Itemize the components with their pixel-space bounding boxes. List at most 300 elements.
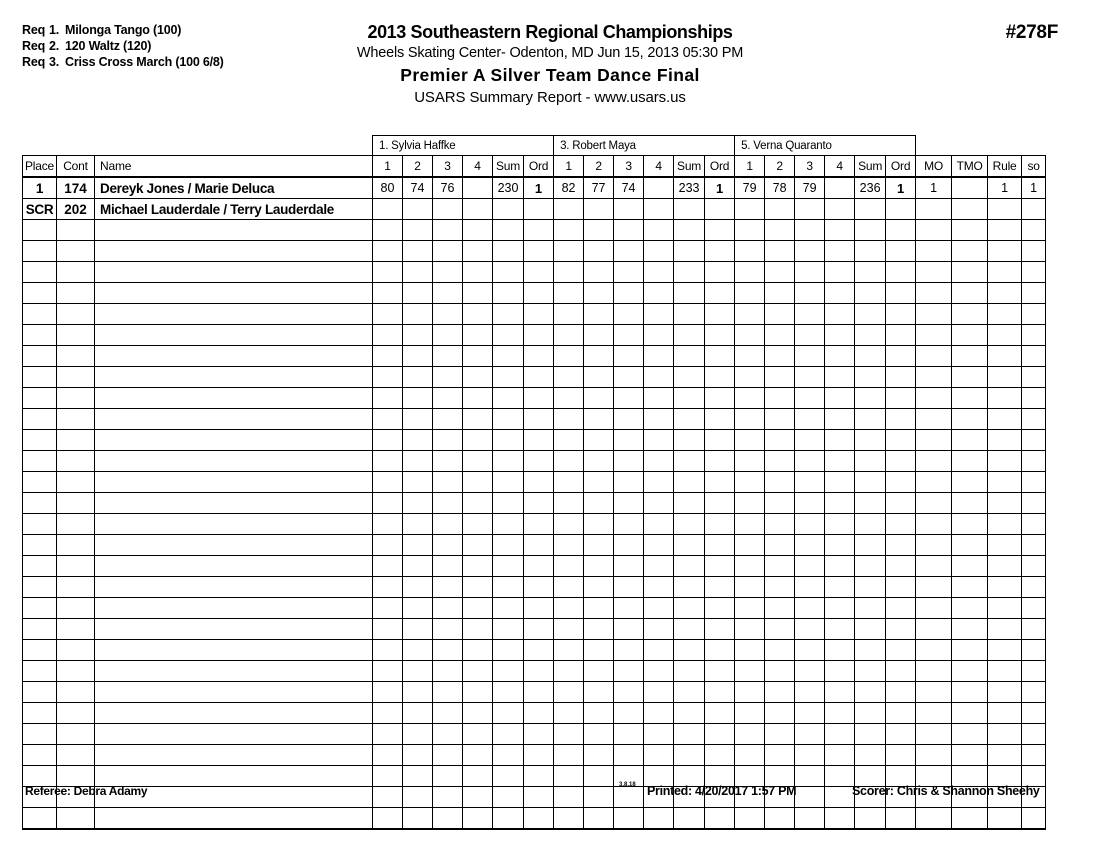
cell-j3-sum bbox=[855, 220, 886, 241]
cell-j2-ord bbox=[705, 451, 735, 472]
cell-mo bbox=[916, 409, 952, 430]
cell-tmo bbox=[952, 514, 988, 535]
cell-j3-score-1 bbox=[735, 409, 765, 430]
cell-j2-score-4 bbox=[644, 619, 674, 640]
cell-name bbox=[95, 682, 373, 703]
cell-j2-score-2 bbox=[584, 535, 614, 556]
cell-j2-score-1: 82 bbox=[554, 177, 584, 199]
cell-rule bbox=[988, 682, 1022, 703]
cell-j3-score-3 bbox=[795, 430, 825, 451]
cell-j1-score-3 bbox=[433, 304, 463, 325]
cell-j2-sum bbox=[674, 514, 705, 535]
cell-j3-score-3 bbox=[795, 619, 825, 640]
cell-j2-score-3: 74 bbox=[614, 177, 644, 199]
cell-so bbox=[1022, 367, 1046, 388]
cell-j3-score-3 bbox=[795, 535, 825, 556]
cell-j3-score-2 bbox=[765, 598, 795, 619]
cell-j1-score-1 bbox=[373, 283, 403, 304]
cell-j1-score-1 bbox=[373, 682, 403, 703]
cell-j2-score-3 bbox=[614, 304, 644, 325]
cell-j2-score-4 bbox=[644, 388, 674, 409]
cell-j1-score-2 bbox=[403, 241, 433, 262]
cell-j1-score-4 bbox=[463, 556, 493, 577]
cell-j2-score-4 bbox=[644, 577, 674, 598]
requirement-number: 1. bbox=[49, 23, 60, 37]
cell-j3-score-3 bbox=[795, 325, 825, 346]
cell-j1-score-1 bbox=[373, 724, 403, 745]
table-row-empty bbox=[23, 661, 1046, 682]
table-row[interactable] bbox=[23, 177, 1046, 199]
cell-j1-score-2 bbox=[403, 556, 433, 577]
cell-j3-score-2 bbox=[765, 325, 795, 346]
cell-j3-score-3 bbox=[795, 367, 825, 388]
header-j1-score-1: 1 bbox=[373, 156, 403, 178]
cell-j2-score-4 bbox=[644, 304, 674, 325]
cell-j3-sum bbox=[855, 262, 886, 283]
cell-j2-score-4 bbox=[644, 220, 674, 241]
cell-so bbox=[1022, 493, 1046, 514]
judge-header-1: 1. Sylvia Haffke bbox=[373, 136, 554, 156]
cell-rule bbox=[988, 493, 1022, 514]
cell-j2-ord bbox=[705, 535, 735, 556]
cell-j2-score-2 bbox=[584, 199, 614, 220]
cell-place bbox=[23, 493, 57, 514]
cell-j2-score-3 bbox=[614, 745, 644, 766]
cell-j1-ord bbox=[524, 661, 554, 682]
cell-j1-score-2 bbox=[403, 682, 433, 703]
cell-place bbox=[23, 556, 57, 577]
cell-j2-score-4 bbox=[644, 682, 674, 703]
cell-j1-sum bbox=[493, 304, 524, 325]
cell-so bbox=[1022, 430, 1046, 451]
cell-j2-ord: 1 bbox=[705, 177, 735, 199]
cell-j3-score-2 bbox=[765, 220, 795, 241]
cell-j1-score-2 bbox=[403, 262, 433, 283]
header-j2-score-3: 3 bbox=[614, 156, 644, 178]
cell-j3-sum bbox=[855, 598, 886, 619]
event-title: Premier A Silver Team Dance Final bbox=[400, 65, 700, 85]
cell-cont bbox=[57, 514, 95, 535]
cell-j1-sum bbox=[493, 535, 524, 556]
cell-tmo bbox=[952, 177, 988, 199]
cell-so bbox=[1022, 304, 1046, 325]
cell-j2-ord bbox=[705, 325, 735, 346]
cell-place bbox=[23, 451, 57, 472]
cell-j1-score-3 bbox=[433, 472, 463, 493]
cell-j1-score-3 bbox=[433, 619, 463, 640]
cell-j2-score-4 bbox=[644, 724, 674, 745]
cell-j3-score-2 bbox=[765, 283, 795, 304]
cell-j3-score-1 bbox=[735, 640, 765, 661]
header-place: Place bbox=[23, 156, 57, 178]
cell-j2-score-2 bbox=[584, 451, 614, 472]
cell-j1-score-1 bbox=[373, 241, 403, 262]
cell-tmo bbox=[952, 304, 988, 325]
cell-j2-score-3 bbox=[614, 283, 644, 304]
cell-j2-score-1 bbox=[554, 535, 584, 556]
cell-j1-ord bbox=[524, 724, 554, 745]
cell-cont bbox=[57, 409, 95, 430]
header-j3-sum: Sum bbox=[855, 156, 886, 178]
cell-rule bbox=[988, 556, 1022, 577]
cell-cont bbox=[57, 493, 95, 514]
cell-j3-ord: 1 bbox=[886, 177, 916, 199]
cell-j2-score-4 bbox=[644, 808, 674, 830]
cell-j3-score-3 bbox=[795, 556, 825, 577]
cell-j3-score-3: 79 bbox=[795, 177, 825, 199]
cell-j1-score-4 bbox=[463, 177, 493, 199]
cell-mo bbox=[916, 262, 952, 283]
cell-cont bbox=[57, 430, 95, 451]
cell-j2-score-2 bbox=[584, 283, 614, 304]
cell-j1-score-1 bbox=[373, 493, 403, 514]
cell-tmo bbox=[952, 745, 988, 766]
cell-j2-score-1 bbox=[554, 703, 584, 724]
cell-j1-ord bbox=[524, 598, 554, 619]
cell-j1-sum bbox=[493, 703, 524, 724]
cell-name bbox=[95, 724, 373, 745]
cell-j3-score-3 bbox=[795, 493, 825, 514]
cell-cont bbox=[57, 640, 95, 661]
cell-place bbox=[23, 409, 57, 430]
cell-j1-sum bbox=[493, 283, 524, 304]
table-row-empty bbox=[23, 724, 1046, 745]
cell-j3-score-2 bbox=[765, 514, 795, 535]
cell-tmo bbox=[952, 577, 988, 598]
cell-j3-score-1 bbox=[735, 430, 765, 451]
cell-j3-score-4 bbox=[825, 556, 855, 577]
cell-j3-score-2 bbox=[765, 682, 795, 703]
cell-j3-score-4 bbox=[825, 745, 855, 766]
cell-name bbox=[95, 703, 373, 724]
cell-name bbox=[95, 325, 373, 346]
table-row-empty bbox=[23, 220, 1046, 241]
cell-j2-score-3 bbox=[614, 640, 644, 661]
cell-j2-ord bbox=[705, 199, 735, 220]
cell-cont bbox=[57, 535, 95, 556]
requirement-label: Req bbox=[22, 23, 46, 37]
cell-j1-score-4 bbox=[463, 262, 493, 283]
table-row-empty bbox=[23, 682, 1046, 703]
cell-j2-score-2 bbox=[584, 367, 614, 388]
cell-j1-score-1 bbox=[373, 430, 403, 451]
cell-j3-sum bbox=[855, 430, 886, 451]
cell-j1-sum bbox=[493, 346, 524, 367]
table-row-empty bbox=[23, 241, 1046, 262]
cell-j1-score-3 bbox=[433, 514, 463, 535]
cell-j2-score-1 bbox=[554, 619, 584, 640]
cell-j2-score-4 bbox=[644, 598, 674, 619]
cell-place bbox=[23, 430, 57, 451]
cell-j1-score-3 bbox=[433, 724, 463, 745]
cell-rule bbox=[988, 220, 1022, 241]
referee-text: Referee: Debra Adamy bbox=[25, 784, 148, 798]
cell-j2-score-4 bbox=[644, 472, 674, 493]
score-table bbox=[22, 135, 1046, 830]
cell-rule bbox=[988, 577, 1022, 598]
cell-j2-sum bbox=[674, 304, 705, 325]
cell-j2-ord bbox=[705, 304, 735, 325]
cell-so bbox=[1022, 514, 1046, 535]
cell-j2-sum bbox=[674, 325, 705, 346]
cell-name bbox=[95, 493, 373, 514]
cell-j1-score-4 bbox=[463, 682, 493, 703]
cell-name bbox=[95, 241, 373, 262]
cell-cont bbox=[57, 619, 95, 640]
table-row-empty bbox=[23, 304, 1046, 325]
cell-j2-score-3 bbox=[614, 388, 644, 409]
cell-j2-sum: 233 bbox=[674, 177, 705, 199]
cell-so bbox=[1022, 262, 1046, 283]
cell-j3-score-1 bbox=[735, 325, 765, 346]
cell-j2-score-3 bbox=[614, 472, 644, 493]
cell-place bbox=[23, 535, 57, 556]
judge-band-spacer bbox=[1022, 136, 1046, 156]
header-j2-score-2: 2 bbox=[584, 156, 614, 178]
cell-name bbox=[95, 262, 373, 283]
header-j3-score-4: 4 bbox=[825, 156, 855, 178]
cell-name: Michael Lauderdale / Terry Lauderdale bbox=[95, 199, 373, 220]
cell-j1-ord bbox=[524, 535, 554, 556]
cell-j1-score-2 bbox=[403, 745, 433, 766]
cell-j3-score-1 bbox=[735, 367, 765, 388]
cell-so bbox=[1022, 640, 1046, 661]
cell-tmo bbox=[952, 346, 988, 367]
cell-j3-score-3 bbox=[795, 640, 825, 661]
cell-j3-score-4 bbox=[825, 283, 855, 304]
cell-j2-score-3 bbox=[614, 682, 644, 703]
cell-j1-score-1 bbox=[373, 703, 403, 724]
cell-j2-sum bbox=[674, 472, 705, 493]
cell-j2-score-1 bbox=[554, 514, 584, 535]
cell-j3-score-1 bbox=[735, 556, 765, 577]
requirement-text: Milonga Tango (100) bbox=[65, 23, 182, 37]
cell-j1-score-1 bbox=[373, 325, 403, 346]
cell-j1-score-4 bbox=[463, 745, 493, 766]
cell-j3-score-3 bbox=[795, 283, 825, 304]
cell-j2-ord bbox=[705, 367, 735, 388]
header-j1-score-3: 3 bbox=[433, 156, 463, 178]
score-sheet bbox=[22, 135, 1040, 830]
cell-rule: 1 bbox=[988, 177, 1022, 199]
cell-j3-score-4 bbox=[825, 577, 855, 598]
cell-name bbox=[95, 535, 373, 556]
cell-j2-score-4 bbox=[644, 177, 674, 199]
cell-j3-score-1 bbox=[735, 262, 765, 283]
cell-j2-score-3 bbox=[614, 430, 644, 451]
table-row[interactable] bbox=[23, 199, 1046, 220]
cell-mo bbox=[916, 514, 952, 535]
cell-j1-score-2 bbox=[403, 808, 433, 830]
cell-j2-ord bbox=[705, 724, 735, 745]
cell-j1-score-4 bbox=[463, 220, 493, 241]
cell-j2-score-2 bbox=[584, 682, 614, 703]
cell-j2-score-2 bbox=[584, 325, 614, 346]
cell-j1-score-2 bbox=[403, 451, 433, 472]
cell-cont bbox=[57, 661, 95, 682]
cell-j2-score-4 bbox=[644, 640, 674, 661]
cell-j3-score-3 bbox=[795, 451, 825, 472]
cell-j1-score-3 bbox=[433, 556, 463, 577]
cell-j3-score-1 bbox=[735, 472, 765, 493]
cell-rule bbox=[988, 262, 1022, 283]
cell-j1-sum bbox=[493, 598, 524, 619]
cell-j3-score-4 bbox=[825, 493, 855, 514]
cell-j3-ord bbox=[886, 535, 916, 556]
cell-j1-score-2 bbox=[403, 283, 433, 304]
table-row-empty bbox=[23, 409, 1046, 430]
cell-j1-sum bbox=[493, 493, 524, 514]
cell-name bbox=[95, 598, 373, 619]
requirement-text: Criss Cross March (100 6/8) bbox=[65, 55, 224, 69]
cell-j1-score-3 bbox=[433, 451, 463, 472]
cell-j2-sum bbox=[674, 703, 705, 724]
cell-j1-sum bbox=[493, 640, 524, 661]
cell-so bbox=[1022, 703, 1046, 724]
cell-j2-score-1 bbox=[554, 556, 584, 577]
cell-j1-score-1 bbox=[373, 535, 403, 556]
cell-j2-sum bbox=[674, 283, 705, 304]
cell-so bbox=[1022, 241, 1046, 262]
cell-j1-score-4 bbox=[463, 724, 493, 745]
cell-j3-score-1 bbox=[735, 682, 765, 703]
cell-cont bbox=[57, 367, 95, 388]
cell-j2-score-3 bbox=[614, 577, 644, 598]
cell-j1-score-1 bbox=[373, 514, 403, 535]
cell-j1-score-3 bbox=[433, 535, 463, 556]
cell-j1-score-1 bbox=[373, 745, 403, 766]
cell-j1-sum bbox=[493, 661, 524, 682]
cell-j1-ord bbox=[524, 514, 554, 535]
cell-j3-score-4 bbox=[825, 514, 855, 535]
cell-place bbox=[23, 262, 57, 283]
cell-j3-ord bbox=[886, 430, 916, 451]
judge-band-row bbox=[23, 136, 1046, 156]
cell-j3-sum bbox=[855, 535, 886, 556]
cell-j3-score-4 bbox=[825, 661, 855, 682]
cell-j3-sum bbox=[855, 472, 886, 493]
cell-j3-ord bbox=[886, 724, 916, 745]
cell-j2-ord bbox=[705, 346, 735, 367]
cell-name bbox=[95, 556, 373, 577]
header-j2-ord: Ord bbox=[705, 156, 735, 178]
cell-j3-score-1 bbox=[735, 619, 765, 640]
cell-j1-ord bbox=[524, 493, 554, 514]
cell-j3-score-1 bbox=[735, 661, 765, 682]
cell-mo bbox=[916, 703, 952, 724]
cell-j3-ord bbox=[886, 577, 916, 598]
cell-j3-sum bbox=[855, 703, 886, 724]
cell-j3-sum bbox=[855, 514, 886, 535]
cell-j3-score-3 bbox=[795, 724, 825, 745]
cell-mo bbox=[916, 535, 952, 556]
header-j2-score-4: 4 bbox=[644, 156, 674, 178]
cell-j1-score-2 bbox=[403, 535, 433, 556]
judge-header-2: 3. Robert Maya bbox=[554, 136, 735, 156]
cell-j2-score-3 bbox=[614, 220, 644, 241]
cell-place bbox=[23, 661, 57, 682]
cell-cont bbox=[57, 598, 95, 619]
cell-j1-score-2 bbox=[403, 577, 433, 598]
cell-j1-sum bbox=[493, 556, 524, 577]
cell-mo bbox=[916, 577, 952, 598]
cell-j1-score-1 bbox=[373, 346, 403, 367]
cell-j3-sum bbox=[855, 577, 886, 598]
cell-j3-score-2 bbox=[765, 808, 795, 830]
cell-j2-score-3 bbox=[614, 514, 644, 535]
header-j1-score-2: 2 bbox=[403, 156, 433, 178]
cell-j2-score-4 bbox=[644, 661, 674, 682]
cell-j3-score-4 bbox=[825, 304, 855, 325]
cell-j2-sum bbox=[674, 220, 705, 241]
cell-j3-ord bbox=[886, 262, 916, 283]
cell-j1-score-2 bbox=[403, 304, 433, 325]
cell-j2-sum bbox=[674, 262, 705, 283]
cell-j1-score-1 bbox=[373, 304, 403, 325]
cell-j3-score-3 bbox=[795, 745, 825, 766]
cell-j1-score-3 bbox=[433, 703, 463, 724]
cell-j3-score-2 bbox=[765, 493, 795, 514]
table-row-empty bbox=[23, 430, 1046, 451]
cell-name bbox=[95, 514, 373, 535]
requirement-number: 3. bbox=[49, 55, 60, 69]
cell-place bbox=[23, 346, 57, 367]
cell-j2-score-1 bbox=[554, 199, 584, 220]
cell-j1-score-4 bbox=[463, 619, 493, 640]
cell-j2-score-3 bbox=[614, 409, 644, 430]
cell-place: SCR bbox=[23, 199, 57, 220]
cell-j2-score-3 bbox=[614, 724, 644, 745]
cell-name bbox=[95, 388, 373, 409]
cell-j1-score-2 bbox=[403, 472, 433, 493]
cell-j2-ord bbox=[705, 514, 735, 535]
cell-j2-score-4 bbox=[644, 514, 674, 535]
cell-name bbox=[95, 409, 373, 430]
cell-j1-score-1 bbox=[373, 409, 403, 430]
cell-tmo bbox=[952, 409, 988, 430]
cell-tmo bbox=[952, 661, 988, 682]
cell-j2-ord bbox=[705, 388, 735, 409]
cell-j1-score-2 bbox=[403, 430, 433, 451]
cell-j3-sum bbox=[855, 493, 886, 514]
cell-j2-score-3 bbox=[614, 325, 644, 346]
cell-so: 1 bbox=[1022, 177, 1046, 199]
cell-j3-score-3 bbox=[795, 199, 825, 220]
cell-j2-score-1 bbox=[554, 451, 584, 472]
cell-tmo bbox=[952, 241, 988, 262]
cell-j3-ord bbox=[886, 367, 916, 388]
cell-j1-ord bbox=[524, 409, 554, 430]
cell-j1-score-3 bbox=[433, 577, 463, 598]
report-subtitle: USARS Summary Report - www.usars.us bbox=[414, 89, 686, 106]
cell-j3-ord bbox=[886, 220, 916, 241]
cell-mo bbox=[916, 346, 952, 367]
cell-j1-ord bbox=[524, 220, 554, 241]
cell-j1-score-1 bbox=[373, 808, 403, 830]
cell-j3-score-4 bbox=[825, 409, 855, 430]
cell-j2-score-1 bbox=[554, 472, 584, 493]
cell-j2-score-3 bbox=[614, 367, 644, 388]
cell-j3-sum bbox=[855, 388, 886, 409]
cell-j1-score-1 bbox=[373, 451, 403, 472]
cell-mo bbox=[916, 619, 952, 640]
cell-mo bbox=[916, 325, 952, 346]
table-row-empty bbox=[23, 619, 1046, 640]
cell-j2-ord bbox=[705, 493, 735, 514]
cell-j2-score-2 bbox=[584, 262, 614, 283]
cell-j2-score-3 bbox=[614, 346, 644, 367]
cell-so bbox=[1022, 577, 1046, 598]
